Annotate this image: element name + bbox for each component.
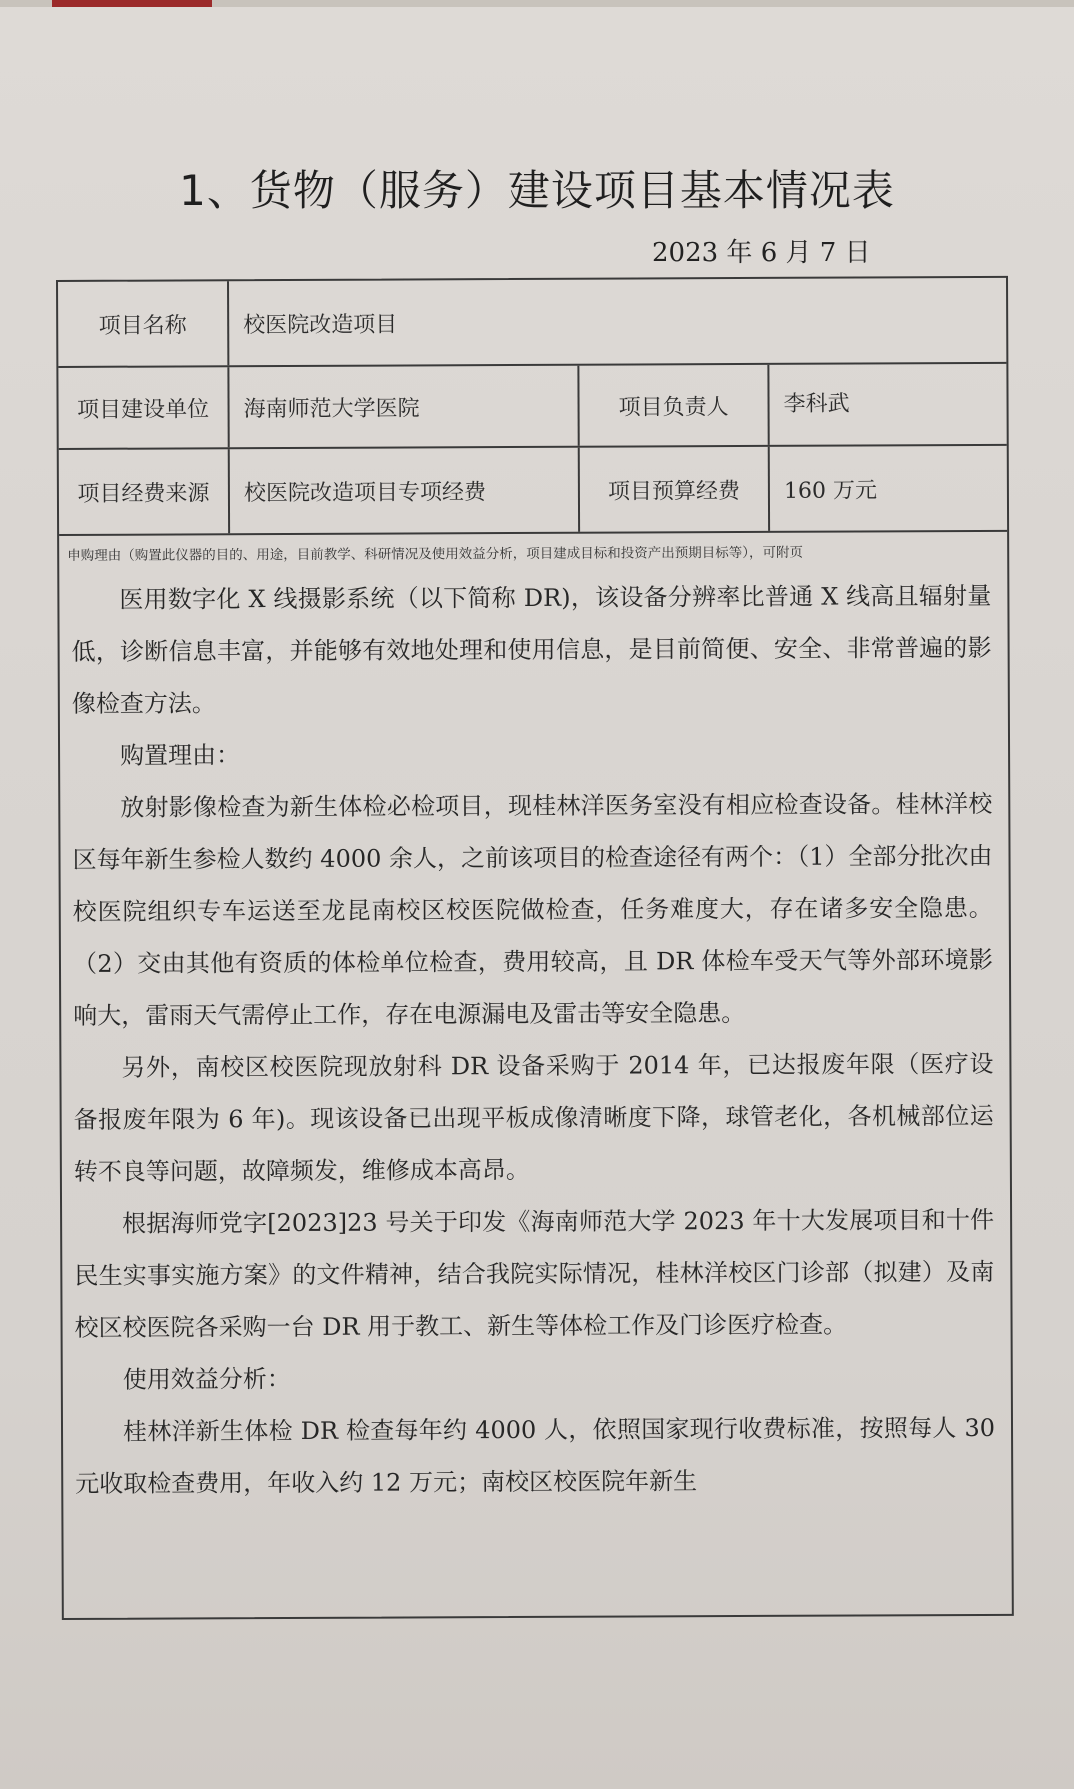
unit-label: 项目建设单位 — [58, 367, 229, 448]
leader-label: 项目负责人 — [579, 365, 769, 446]
row-unit-leader — [58, 364, 1006, 450]
budget-value: 160 万元 — [783, 477, 877, 504]
project-name-value: 校医院改造项目 — [243, 312, 398, 338]
background-edge — [0, 0, 1074, 7]
funding-source-label: 项目经费来源 — [59, 449, 230, 534]
paragraph-reason-1: 放射影像检查为新生体检必检项目，现桂林洋医务室没有相应检查设备。桂林洋校区每年新生参检人数约 4000 余人，之前该项目的检查途径有两个：（1）全部分批次由校医院组织专车运送至龙昆南校区校医院做检查，任务难度大，存在诸多安全隐患。（2）交由其他有资质的体检单位检查，费用较高，且 DR 体检车受天气等外部环境影响大，雷雨天气需停止工作，存在电源漏电及雷击等安全隐患。 — [72, 789, 994, 1030]
background-object — [52, 0, 212, 7]
paragraph-intro: 医用数字化 X 线摄影系统（以下简称 DR)，该设备分辨率比普通 X 线高且辐射量低，诊断信息丰富，并能够有效地处理和使用信息，是目前简便、安全、非常普遍的影像检查方法。 — [71, 581, 992, 718]
funding-source-value: 校医院改造项目专项经费 — [230, 448, 580, 534]
paragraph-reason-2: 另外，南校区校医院现放射科 DR 设备采购于 2014 年，已达报废年限（医疗设备报废年限为 6 年)。现该设备已出现平板成像清晰度下降，球管老化，各机械部位运转不良等问题，故障频发，维修成本高昂。 — [73, 1049, 994, 1186]
heading-purchase-reason: 购置理由： — [120, 741, 241, 770]
unit-value: 海南师范大学医院 — [229, 366, 579, 448]
row-funding — [59, 446, 1007, 536]
reason-note: 申购理由（购置此仪器的目的、用途，目前教学、科研情况及使用效益分析，项目建成目标和投资产出预期目标等），可附页 — [67, 544, 803, 564]
project-info-form — [56, 276, 1014, 1620]
leader-value: 李科武 — [783, 391, 850, 417]
heading-benefit-analysis: 使用效益分析： — [122, 1364, 291, 1394]
document-title: 1、货物（服务）建设项目基本情况表 — [179, 166, 895, 215]
project-name-label: 项目名称 — [58, 281, 229, 366]
paragraph-reason-3: 根据海师党字[2023]23 号关于印发《海南师范大学 2023 年十大发展项目和十件民生实事实施方案》的文件精神，结合我院实际情况，桂林洋校区门诊部（拟建）及南校区校医院各采购一台 DR 用于教工、新生等体检工作及门诊医疗检查。 — [74, 1205, 995, 1342]
paragraph-benefit: 桂林洋新生体检 DR 检查每年约 4000 人，依照国家现行收费标准，按照每人 30 元收取检查费用，年收入约 12 万元；南校区校医院年新生 — [75, 1413, 996, 1498]
budget-label: 项目预算经费 — [580, 447, 770, 532]
row-project-name — [58, 278, 1006, 368]
reason-body — [71, 570, 995, 1510]
document-date: 2023 年 6 月 7 日 — [652, 238, 871, 268]
